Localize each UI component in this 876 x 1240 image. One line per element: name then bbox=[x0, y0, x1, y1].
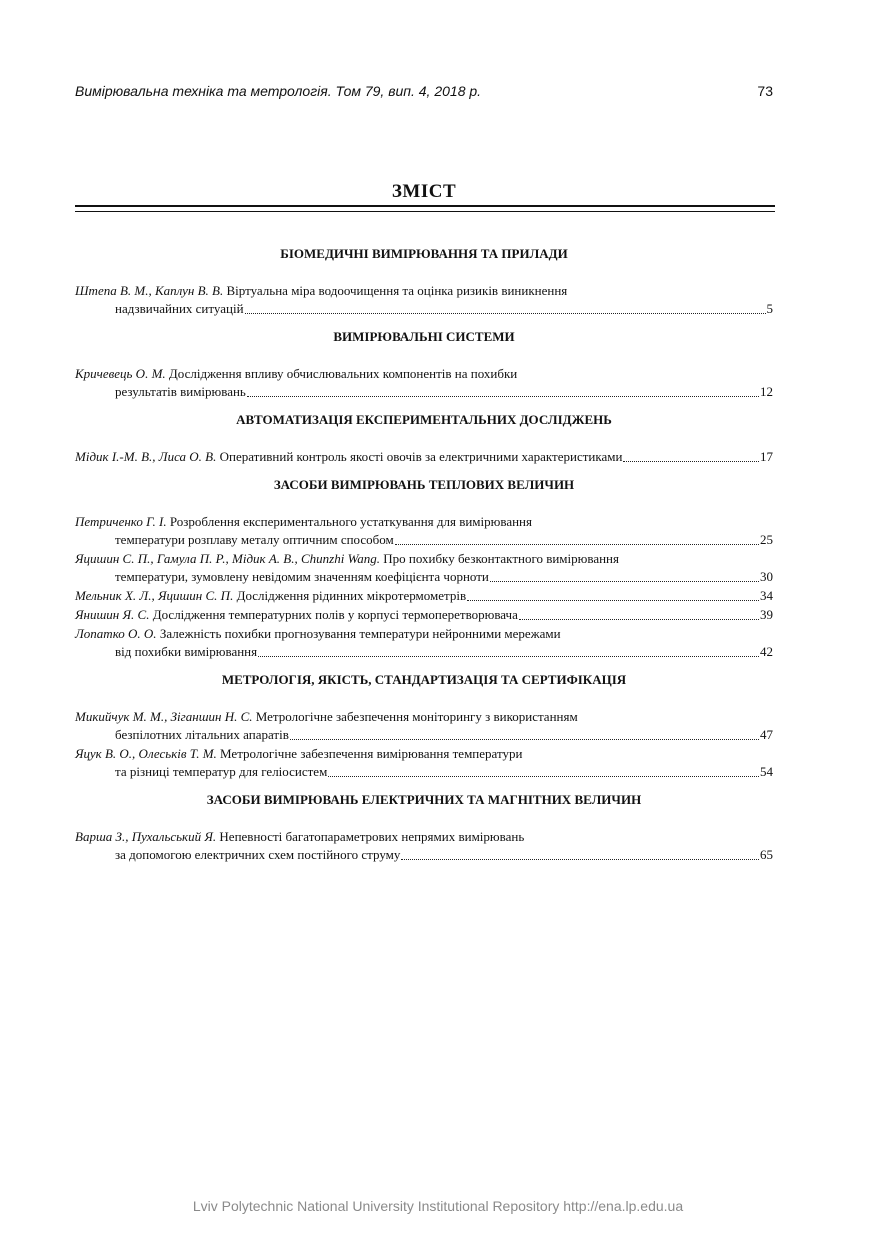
entry-line bbox=[75, 568, 773, 586]
dot-leader bbox=[623, 460, 759, 462]
entry-title-continuation[interactable]: температури, зумовлену невідомим значенням коефіцієнта чорноти bbox=[115, 569, 489, 584]
toc-entry[interactable] bbox=[75, 745, 773, 781]
entry-title-continuation[interactable]: температури розплаву металу оптичним способом bbox=[115, 532, 394, 547]
entry-text bbox=[75, 606, 518, 624]
entry-line bbox=[75, 708, 773, 726]
toc-entry[interactable] bbox=[75, 587, 773, 605]
toc-section bbox=[75, 245, 773, 318]
entry-title-continuation[interactable]: від похибки вимірювання bbox=[115, 644, 258, 659]
toc-section bbox=[75, 328, 773, 401]
journal-title: Вимірювальна техніка та метрологія. Том 79, вип. 4, 2018 р. bbox=[75, 83, 482, 99]
entry-page-number: 17 bbox=[760, 449, 773, 464]
entry-authors: Мельник Х. Л., Яцишин С. П. bbox=[75, 588, 234, 603]
entry-title[interactable]: Розроблення експериментального устаткування для вимірювання bbox=[169, 514, 532, 529]
toc-entry[interactable] bbox=[75, 606, 773, 624]
toc-section bbox=[75, 791, 773, 864]
entry-page-number: 34 bbox=[760, 588, 773, 603]
entry-line bbox=[75, 828, 773, 846]
entry-page-number: 65 bbox=[760, 847, 773, 862]
entry-line bbox=[75, 846, 773, 864]
section-heading: ЗАСОБИ ВИМІРЮВАНЬ ТЕПЛОВИХ ВЕЛИЧИН bbox=[273, 477, 575, 492]
dot-leader bbox=[258, 655, 759, 657]
entry-line bbox=[75, 606, 773, 624]
page-number: 73 bbox=[757, 83, 773, 99]
entry-line bbox=[75, 513, 773, 531]
entry-authors: Лопатко О. О. bbox=[75, 626, 157, 641]
entry-line bbox=[75, 383, 773, 401]
dot-leader bbox=[328, 775, 759, 777]
entry-authors: Янишин Я. С. bbox=[75, 607, 150, 622]
entry-line bbox=[75, 763, 773, 781]
toc-section bbox=[75, 476, 773, 661]
running-header bbox=[75, 83, 773, 99]
dot-leader bbox=[247, 395, 759, 397]
entry-title-continuation[interactable]: за допомогою електричних схем постійного струму bbox=[115, 847, 401, 862]
entry-text bbox=[75, 587, 466, 605]
dot-leader bbox=[395, 543, 759, 545]
section-heading: БІОМЕДИЧНІ ВИМІРЮВАННЯ ТА ПРИЛАДИ bbox=[280, 246, 568, 261]
entry-title[interactable]: Дослідження рідинних мікротермометрів bbox=[236, 588, 467, 603]
section-heading: МЕТРОЛОГІЯ, ЯКІСТЬ, СТАНДАРТИЗАЦІЯ ТА СЕРТИФІКАЦІЯ bbox=[221, 672, 627, 687]
entry-page-number: 12 bbox=[760, 384, 773, 399]
entry-title[interactable]: Оперативний контроль якості овочів за електричними характеристиками bbox=[219, 449, 623, 464]
entry-title[interactable]: Залежність похибки прогнозування температури нейронними мережами bbox=[159, 626, 561, 641]
entry-title-continuation[interactable]: та різниці температур для геліосистем bbox=[115, 764, 328, 779]
dot-leader bbox=[245, 312, 766, 314]
entry-authors: Варша З., Пухальський Я. bbox=[75, 829, 217, 844]
entry-title-continuation[interactable]: надзвичайних ситуацій bbox=[115, 301, 244, 316]
toc-entry[interactable] bbox=[75, 513, 773, 549]
entry-line bbox=[75, 300, 773, 318]
repository-footer: Lviv Polytechnic National University Institutional Repository http://ena.lp.edu.ua bbox=[192, 1198, 684, 1214]
entry-title[interactable]: Віртуальна міра водоочищення та оцінка ризиків виникнення bbox=[226, 283, 568, 298]
dot-leader bbox=[290, 738, 759, 740]
dot-leader bbox=[467, 599, 759, 601]
entry-page-number: 54 bbox=[760, 764, 773, 779]
section-heading: АВТОМАТИЗАЦІЯ ЕКСПЕРИМЕНТАЛЬНИХ ДОСЛІДЖЕНЬ bbox=[236, 412, 612, 427]
toc-entry[interactable] bbox=[75, 282, 773, 318]
entry-line bbox=[75, 365, 773, 383]
entry-page-number: 47 bbox=[760, 727, 773, 742]
entry-line bbox=[75, 625, 773, 643]
entry-line bbox=[75, 550, 773, 568]
toc-entry[interactable] bbox=[75, 365, 773, 401]
entry-page-number: 5 bbox=[766, 301, 773, 316]
entry-authors: Мідик І.-М. В., Лиса О. В. bbox=[75, 449, 217, 464]
dot-leader bbox=[490, 580, 759, 582]
section-heading: ЗАСОБИ ВИМІРЮВАНЬ ЕЛЕКТРИЧНИХ ТА МАГНІТНИХ ВЕЛИЧИН bbox=[206, 792, 642, 807]
toc-section bbox=[75, 671, 773, 781]
entry-title[interactable]: Про похибку безконтактного вимірювання bbox=[383, 551, 619, 566]
entry-title[interactable]: Непевності багатопараметрових непрямих вимірювань bbox=[219, 829, 525, 844]
title-double-rule bbox=[75, 205, 775, 212]
entry-page-number: 39 bbox=[760, 607, 773, 622]
entry-title[interactable]: Дослідження впливу обчислювальних компонентів на похибки bbox=[168, 366, 518, 381]
entry-title-continuation[interactable]: безпілотних літальних апаратів bbox=[115, 727, 289, 742]
entry-line bbox=[75, 643, 773, 661]
toc-entry[interactable] bbox=[75, 625, 773, 661]
entry-authors: Штепа В. М., Каплун В. В. bbox=[75, 283, 224, 298]
entry-title[interactable]: Метрологічне забезпечення вимірювання температури bbox=[220, 746, 523, 761]
entry-title-continuation[interactable]: результатів вимірювань bbox=[115, 384, 246, 399]
entry-authors: Яцук В. О., Олеськів Т. М. bbox=[75, 746, 217, 761]
toc-entry[interactable] bbox=[75, 828, 773, 864]
toc-entry[interactable] bbox=[75, 448, 773, 466]
entry-text bbox=[75, 448, 622, 466]
toc-section bbox=[75, 411, 773, 466]
table-of-contents bbox=[75, 245, 773, 874]
entry-authors: Петриченко Г. І. bbox=[75, 514, 167, 529]
entry-title[interactable]: Дослідження температурних полів у корпусі термоперетворювача bbox=[152, 607, 518, 622]
entry-title[interactable]: Метрологічне забезпечення моніторингу з використанням bbox=[255, 709, 578, 724]
dot-leader bbox=[519, 618, 759, 620]
page-title: ЗМІСТ bbox=[391, 181, 457, 202]
entry-authors: Микийчук М. М., Зіганшин Н. С. bbox=[75, 709, 253, 724]
entry-line bbox=[75, 282, 773, 300]
entry-authors: Кричевець О. М. bbox=[75, 366, 166, 381]
entry-line bbox=[75, 531, 773, 549]
entry-page-number: 30 bbox=[760, 569, 773, 584]
entry-line bbox=[75, 448, 773, 466]
section-heading: ВИМІРЮВАЛЬНІ СИСТЕМИ bbox=[333, 329, 515, 344]
entry-line bbox=[75, 726, 773, 744]
toc-entry[interactable] bbox=[75, 708, 773, 744]
dot-leader bbox=[401, 858, 759, 860]
toc-entry[interactable] bbox=[75, 550, 773, 586]
entry-line bbox=[75, 587, 773, 605]
entry-page-number: 25 bbox=[760, 532, 773, 547]
entry-page-number: 42 bbox=[760, 644, 773, 659]
entry-authors: Яцишин С. П., Гамула П. Р., Мідик А. В., Chunzhi Wang. bbox=[75, 551, 380, 566]
entry-line bbox=[75, 745, 773, 763]
